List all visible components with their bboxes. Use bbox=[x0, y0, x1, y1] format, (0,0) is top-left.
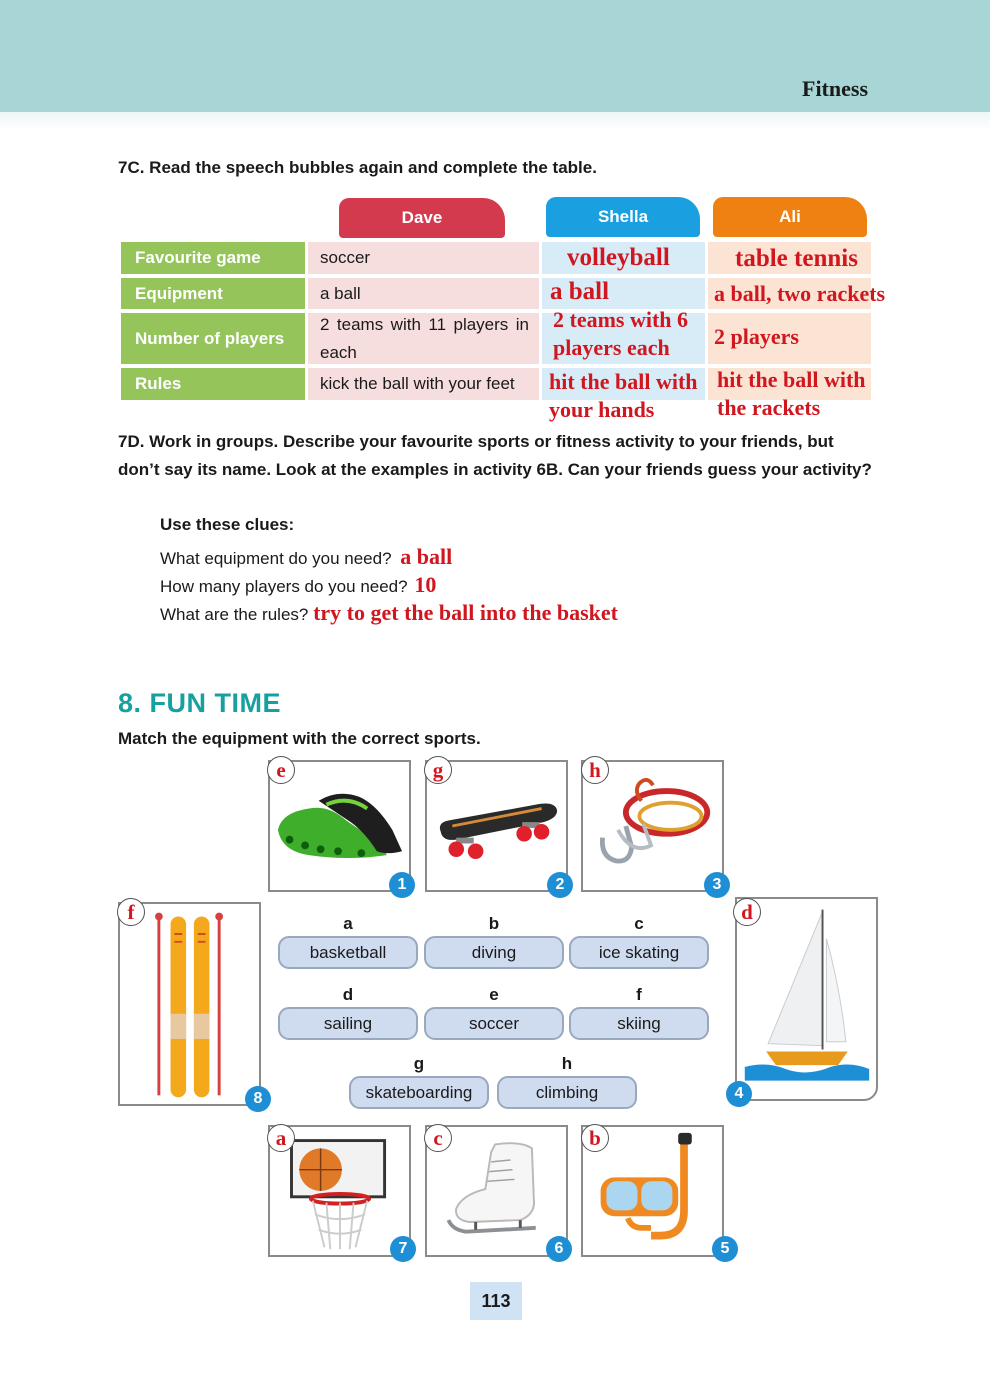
option-soccer bbox=[424, 985, 564, 1040]
row-label-rules: Rules bbox=[121, 368, 305, 400]
sport-pill: ice skating bbox=[569, 936, 709, 969]
clue-rules-answer: try to get the ball into the basket bbox=[313, 600, 619, 625]
picture-7-number: 7 bbox=[390, 1236, 416, 1262]
picture-8-number: 8 bbox=[245, 1086, 271, 1112]
ex7d-instruction: 7D. Work in groups. Describe your favourite sports or fitness activity to your friends, but don’t say its name. Look at the examples in activity 6B. Can your friends guess your activity? bbox=[118, 432, 872, 479]
sport-pill: diving bbox=[424, 936, 564, 969]
option-letter: d bbox=[342, 985, 354, 1004]
answer-ali-rules: hit the ball with the rackets bbox=[717, 367, 866, 420]
option-letter: e bbox=[489, 985, 499, 1004]
football-boots-icon bbox=[270, 762, 409, 890]
clue-players-answer: 10 bbox=[414, 572, 437, 597]
climbing-rope-icon bbox=[583, 762, 722, 890]
answer-shella-number-of-players: 2 teams with 6 players each bbox=[553, 307, 689, 360]
cell-dave-favourite-game: soccer bbox=[308, 242, 539, 274]
cell-dave-number-of-players: 2 teams with 11 players in each bbox=[308, 313, 539, 364]
answer-ali-equipment: a ball, two rackets bbox=[714, 281, 886, 306]
sport-pill: skiing bbox=[569, 1007, 709, 1040]
option-basketball bbox=[278, 914, 418, 969]
option-letter: c bbox=[634, 914, 644, 933]
clue-equipment-question: What equipment do you need? bbox=[160, 549, 392, 568]
option-sailing bbox=[278, 985, 418, 1040]
sport-pill: sailing bbox=[278, 1007, 418, 1040]
picture-5-number: 5 bbox=[712, 1236, 738, 1262]
answer-shella-rules: hit the ball with your hands bbox=[549, 369, 698, 422]
clue-players-question: How many players do you need? bbox=[160, 577, 408, 596]
clue-equipment bbox=[160, 544, 452, 570]
row-label-number-of-players: Number of players bbox=[121, 313, 305, 364]
header-band-fade bbox=[0, 112, 990, 130]
skis-icon bbox=[120, 904, 259, 1104]
picture-1-number: 1 bbox=[389, 872, 415, 898]
answer-ali-favourite-game: table tennis bbox=[735, 245, 858, 272]
ex7c-instruction: 7C. Read the speech bubbles again and complete the table. bbox=[118, 158, 597, 177]
answer-shella-favourite-game: volleyball bbox=[567, 244, 670, 271]
option-climbing bbox=[497, 1054, 637, 1109]
page-number: 113 bbox=[470, 1282, 522, 1320]
picture-box-8 bbox=[118, 902, 261, 1106]
row-label-equipment: Equipment bbox=[121, 278, 305, 309]
picture-6-number: 6 bbox=[546, 1236, 572, 1262]
picture-7-answer-letter: a bbox=[267, 1124, 295, 1152]
column-header-shella: Shella bbox=[546, 197, 700, 237]
clues-heading: Use these clues: bbox=[160, 515, 295, 534]
clue-equipment-answer: a ball bbox=[400, 544, 453, 569]
clue-players bbox=[160, 572, 436, 598]
picture-1-answer-letter: e bbox=[267, 756, 295, 784]
picture-3-answer-letter: h bbox=[581, 756, 609, 784]
option-letter: h bbox=[561, 1054, 573, 1073]
picture-2-answer-letter: g bbox=[424, 756, 452, 784]
picture-6-answer-letter: c bbox=[424, 1124, 452, 1152]
picture-8-answer-letter: f bbox=[117, 898, 145, 926]
cell-dave-rules: kick the ball with your feet bbox=[308, 368, 539, 400]
row-label-favourite-game: Favourite game bbox=[121, 242, 305, 274]
option-skiing bbox=[569, 985, 709, 1040]
running-title: Fitness bbox=[802, 76, 868, 101]
picture-2-number: 2 bbox=[547, 872, 573, 898]
sport-pill: soccer bbox=[424, 1007, 564, 1040]
option-letter: a bbox=[343, 914, 353, 933]
sport-pill: basketball bbox=[278, 936, 418, 969]
sport-pill: skateboarding bbox=[349, 1076, 489, 1109]
sailboat-icon bbox=[737, 899, 876, 1099]
picture-4-number: 4 bbox=[726, 1081, 752, 1107]
option-letter: g bbox=[413, 1054, 425, 1073]
option-skateboarding bbox=[349, 1054, 489, 1109]
clue-rules-question: What are the rules? bbox=[160, 605, 309, 624]
cell-dave-equipment: a ball bbox=[308, 278, 539, 309]
picture-3-number: 3 bbox=[704, 872, 730, 898]
picture-box-4 bbox=[735, 897, 878, 1101]
ex8-title: 8. FUN TIME bbox=[118, 688, 282, 718]
picture-5-answer-letter: b bbox=[581, 1124, 609, 1152]
column-header-ali: Ali bbox=[713, 197, 867, 237]
skateboard-icon bbox=[427, 762, 566, 890]
option-diving bbox=[424, 914, 564, 969]
option-ice-skating bbox=[569, 914, 709, 969]
sport-pill: climbing bbox=[497, 1076, 637, 1109]
column-header-dave: Dave bbox=[339, 198, 505, 238]
clue-rules bbox=[160, 600, 618, 626]
option-letter: b bbox=[488, 914, 500, 933]
ex8-instruction: Match the equipment with the correct sports. bbox=[118, 729, 481, 748]
answer-shella-equipment: a ball bbox=[550, 278, 610, 305]
picture-4-answer-letter: d bbox=[733, 898, 761, 926]
option-letter: f bbox=[636, 985, 642, 1004]
answer-ali-number-of-players: 2 players bbox=[714, 324, 799, 349]
